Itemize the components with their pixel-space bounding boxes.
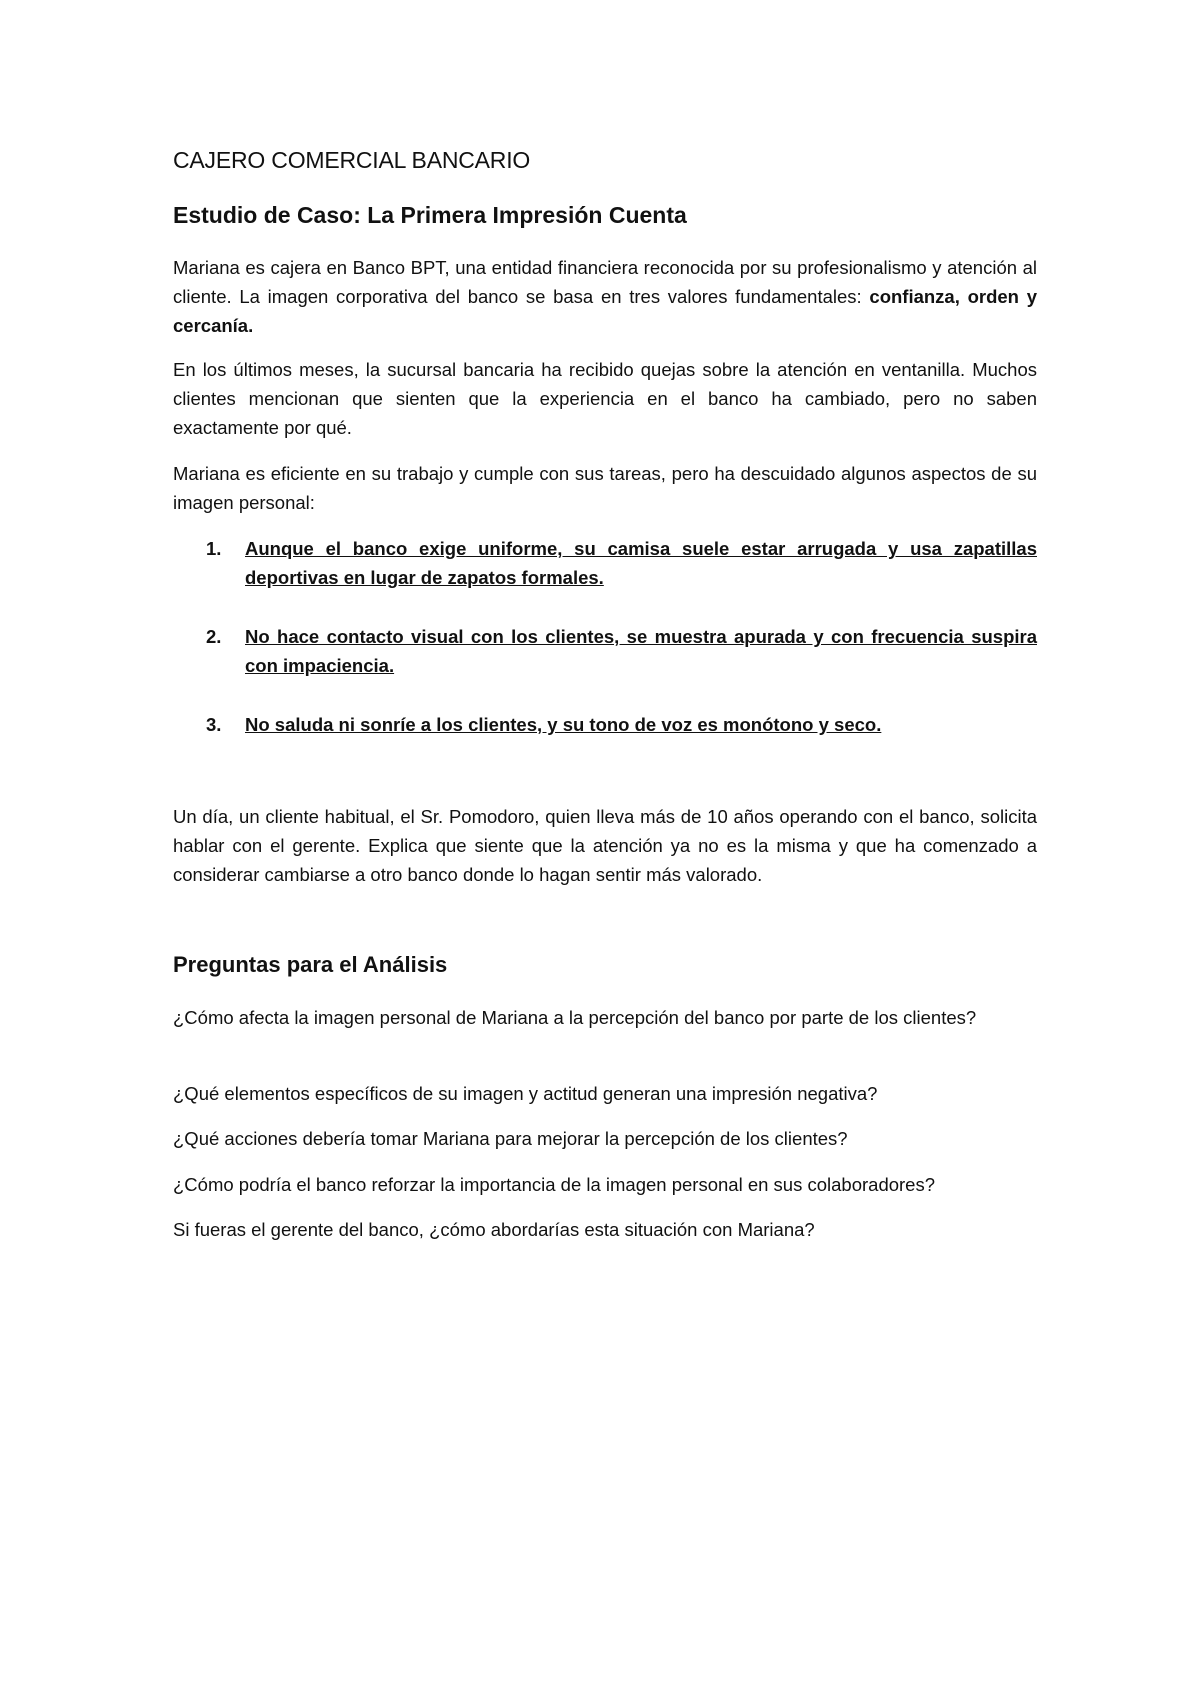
- list-number: 1.: [206, 538, 222, 559]
- question: ¿Qué acciones debería tomar Mariana para mejorar la percepción de los clientes?: [173, 1128, 848, 1149]
- document-title: CAJERO COMERCIAL BANCARIO: [173, 147, 531, 173]
- list-item-text: No saluda ni sonríe a los clientes, y su tono de voz es monótono y seco.: [245, 714, 882, 735]
- list-number: 2.: [206, 626, 222, 647]
- questions-heading: Preguntas para el Análisis: [173, 952, 448, 977]
- list-number: 3.: [206, 714, 222, 735]
- core-values: confianza, orden y cercanía.: [173, 286, 1037, 336]
- complaints-paragraph: En los últimos meses, la sucursal bancaria ha recibido quejas sobre la atención en ventanilla. Muchos clientes mencionan que sienten que la experiencia en el banco ha cambiado, pero no saben exactamente por qué.: [173, 359, 1037, 438]
- intro-text: Mariana es cajera en Banco BPT, una entidad financiera reconocida por su profesionalismo y atención al cliente. La imagen corporativa del banco se basa en tres valores fundamentales:: [173, 257, 1037, 307]
- intro-paragraph: [173, 253, 1037, 340]
- list-item-text: Aunque el banco exige uniforme, su camisa suele estar arrugada y usa zapatillas deportivas en lugar de zapatos formales.: [245, 538, 1037, 588]
- question: ¿Cómo afecta la imagen personal de Mariana a la percepción del banco por parte de los clientes?: [173, 1007, 977, 1028]
- client-paragraph: Un día, un cliente habitual, el Sr. Pomodoro, quien lleva más de 10 años operando con el banco, solicita hablar con el gerente. Explica que siente que la atención ya no es la misma y que ha comenzado a considerar cambiarse a otro banco donde lo hagan sentir más valorado.: [173, 806, 1037, 885]
- document-page: [173, 0, 1037, 1696]
- neglect-paragraph: Mariana es eficiente en su trabajo y cumple con sus tareas, pero ha descuidado algunos aspectos de su imagen personal:: [173, 463, 1037, 513]
- question: Si fueras el gerente del banco, ¿cómo abordarías esta situación con Mariana?: [173, 1219, 815, 1240]
- question: ¿Qué elementos específicos de su imagen y actitud generan una impresión negativa?: [173, 1083, 878, 1104]
- case-study-title: Estudio de Caso: La Primera Impresión Cuenta: [173, 202, 687, 228]
- question: ¿Cómo podría el banco reforzar la importancia de la imagen personal en sus colaboradores?: [173, 1174, 936, 1195]
- list-item-text: No hace contacto visual con los clientes, se muestra apurada y con frecuencia suspira con impaciencia.: [245, 626, 1037, 676]
